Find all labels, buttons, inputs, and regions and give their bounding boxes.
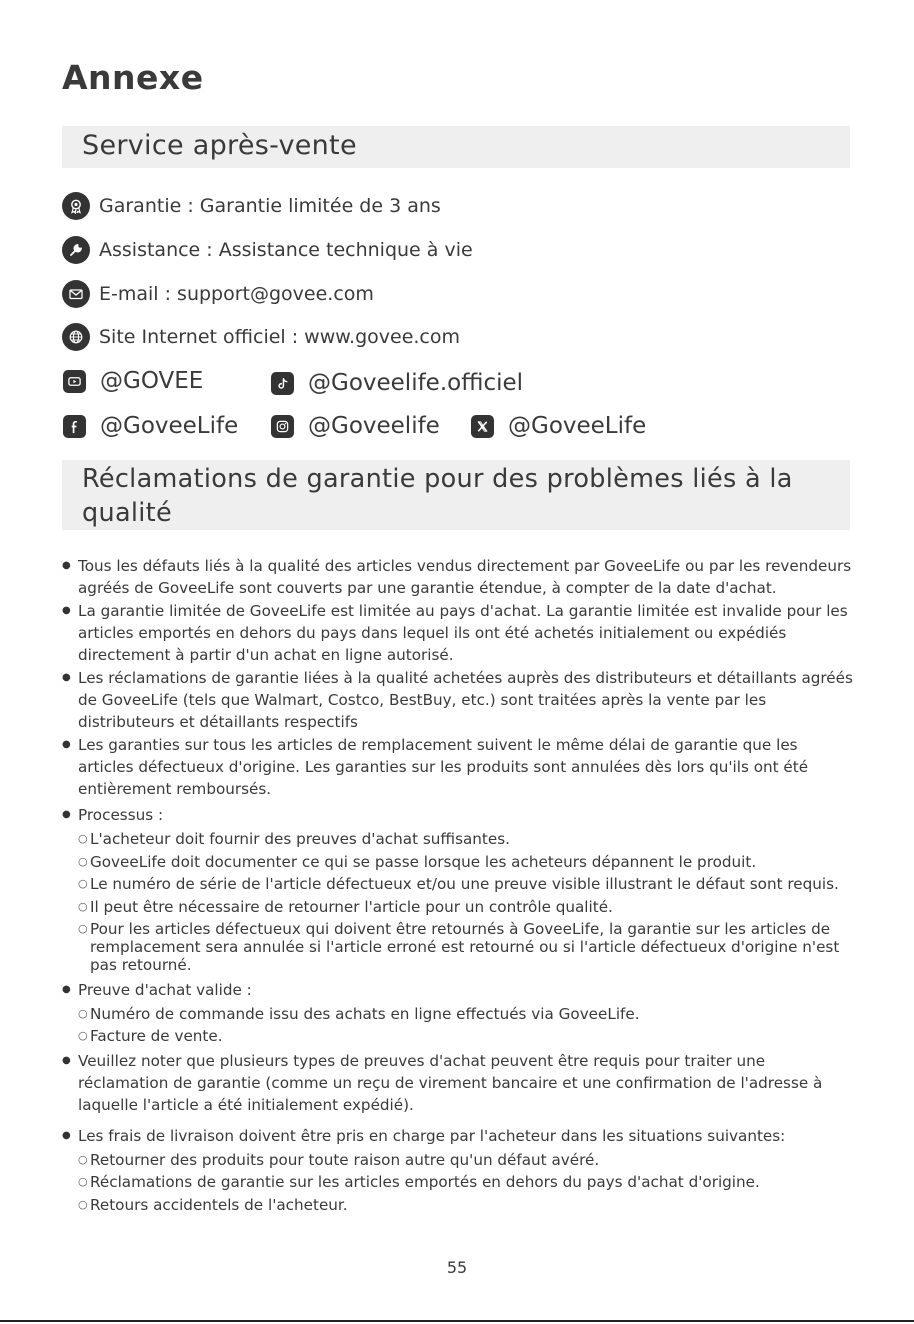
info-row-warranty	[62, 192, 441, 220]
facebook-icon	[63, 415, 86, 438]
list-item: ● Les frais de livraison doivent être pris en charge par l'acheteur dans les situations suivantes: ○ Retourner des produits pour toute raison autre qu'un défaut avéré. ○ Réclamations de garantie sur les articles emportés en dehors du pays d'achat d'origine. ○ Retours accidentels de l'acheteur.	[62, 1125, 854, 1214]
sub-list-item: ○ Le numéro de série de l'article défectueux et/ou une preuve visible illustrant le défaut sont requis.	[78, 875, 854, 893]
sub-list-item: ○ GoveeLife doit documenter ce qui se passe lorsque les acheteurs dépannent le produit.	[78, 853, 854, 871]
list-item: ● Preuve d'achat valide : ○ Numéro de commande issu des achats en ligne effectués via GoveeLife. ○ Facture de vente.	[62, 979, 854, 1046]
sub-list	[78, 1005, 854, 1046]
info-row-email	[62, 280, 374, 308]
sub-list-item: ○ L'acheteur doit fournir des preuves d'achat suffisantes.	[78, 830, 854, 848]
social-handle: @GOVEE	[100, 368, 204, 394]
info-text: Site Internet officiel : www.govee.com	[99, 326, 461, 348]
social-handle: @Goveelife	[308, 413, 440, 439]
social-tiktok	[271, 370, 523, 396]
info-text: E-mail : support@govee.com	[99, 283, 374, 305]
list-item: ● Veuillez noter que plusieurs types de preuves d'achat peuvent être requis pour traiter une réclamation de garantie (comme un reçu de virement bancaire et une confirmation de l'adresse à laquelle l'article a été initialement expédié).	[62, 1050, 854, 1116]
section-header-service	[62, 126, 850, 168]
list-item: ● Les garanties sur tous les articles de remplacement suivent le même délai de garantie que les articles défectueux d'origine. Les garanties sur les produits sont annulées dès lors qu'ils ont été entièrement remboursés.	[62, 734, 854, 800]
page-number: 55	[446, 1258, 468, 1277]
footer-divider	[0, 1320, 914, 1322]
tiktok-icon	[271, 372, 294, 395]
info-text: Garantie : Garantie limitée de 3 ans	[99, 195, 441, 217]
social-facebook	[63, 413, 238, 439]
list-item: ● Processus : ○ L'acheteur doit fournir des preuves d'achat suffisantes. ○ GoveeLife doit documenter ce qui se passe lorsque les acheteurs dépannent le produit. ○ Le numéro de série de l'article défectueux et/ou une preuve visible illustrant le défaut sont requis. ○ Il peut être nécessaire de retourner l'article pour un contrôle qualité. ○ Pour les articles défectueux qui doivent être retournés à GoveeLife, la garantie sur les articles de remplacement sera annulée si l'article erroné est retourné ou si l'article défectueux d'origine n'est pas retourné.	[62, 804, 854, 974]
list-item: ● Les réclamations de garantie liées à la qualité achetées auprès des distributeurs et détaillants agréés de GoveeLife (tels que Walmart, Costco, BestBuy, etc.) sont traitées après la vente par les distributeurs et détaillants respectifs	[62, 667, 854, 733]
mail-icon	[62, 280, 90, 308]
x-icon	[471, 415, 494, 438]
social-instagram	[271, 413, 440, 439]
social-youtube	[63, 368, 203, 394]
section-heading: Réclamations de garantie pour des problèmes liés à la qualité	[82, 464, 793, 528]
globe-icon	[62, 323, 90, 351]
info-text: Assistance : Assistance technique à vie	[99, 239, 473, 261]
youtube-icon	[63, 370, 86, 393]
sub-list-item: ○ Pour les articles défectueux qui doivent être retournés à GoveeLife, la garantie sur les articles de remplacement sera annulée si l'article erroné est retourné ou si l'article défectueux d'origine n'est pas retourné.	[78, 920, 854, 974]
sub-list-item: ○ Numéro de commande issu des achats en ligne effectués via GoveeLife.	[78, 1005, 854, 1023]
sub-list-item: ○ Réclamations de garantie sur les articles emportés en dehors du pays d'achat d'origine.	[78, 1173, 854, 1191]
instagram-icon	[271, 415, 294, 438]
section-header-warranty-claims	[62, 460, 850, 530]
social-x	[471, 413, 646, 439]
sub-list-item: ○ Retourner des produits pour toute raison autre qu'un défaut avéré.	[78, 1151, 854, 1169]
warranty-bullet-list	[62, 555, 854, 1218]
page-title: Annexe	[62, 58, 204, 97]
sub-list	[78, 1151, 854, 1214]
info-row-website	[62, 323, 460, 351]
social-handle: @Goveelife.officiel	[308, 370, 524, 396]
sub-list	[78, 830, 854, 974]
section-heading: Service après-vente	[82, 130, 357, 161]
list-item: ● La garantie limitée de GoveeLife est limitée au pays d'achat. La garantie limitée est invalide pour les articles emportés en dehors du pays dans lequel ils ont été achetés initialement ou expédiés directement à partir d'un achat en ligne autorisé.	[62, 600, 854, 666]
sub-list-item: ○ Facture de vente.	[78, 1027, 854, 1045]
info-row-support	[62, 236, 473, 264]
social-handle: @GoveeLife	[100, 413, 239, 439]
sub-list-item: ○ Retours accidentels de l'acheteur.	[78, 1196, 854, 1214]
list-item: ● Tous les défauts liés à la qualité des articles vendus directement par GoveeLife ou par les revendeurs agréés de GoveeLife sont couverts par une garantie étendue, à compter de la date d'achat.	[62, 555, 854, 599]
award-icon	[62, 192, 90, 220]
social-handle: @GoveeLife	[508, 413, 647, 439]
sub-list-item: ○ Il peut être nécessaire de retourner l'article pour un contrôle qualité.	[78, 898, 854, 916]
wrench-icon	[62, 236, 90, 264]
